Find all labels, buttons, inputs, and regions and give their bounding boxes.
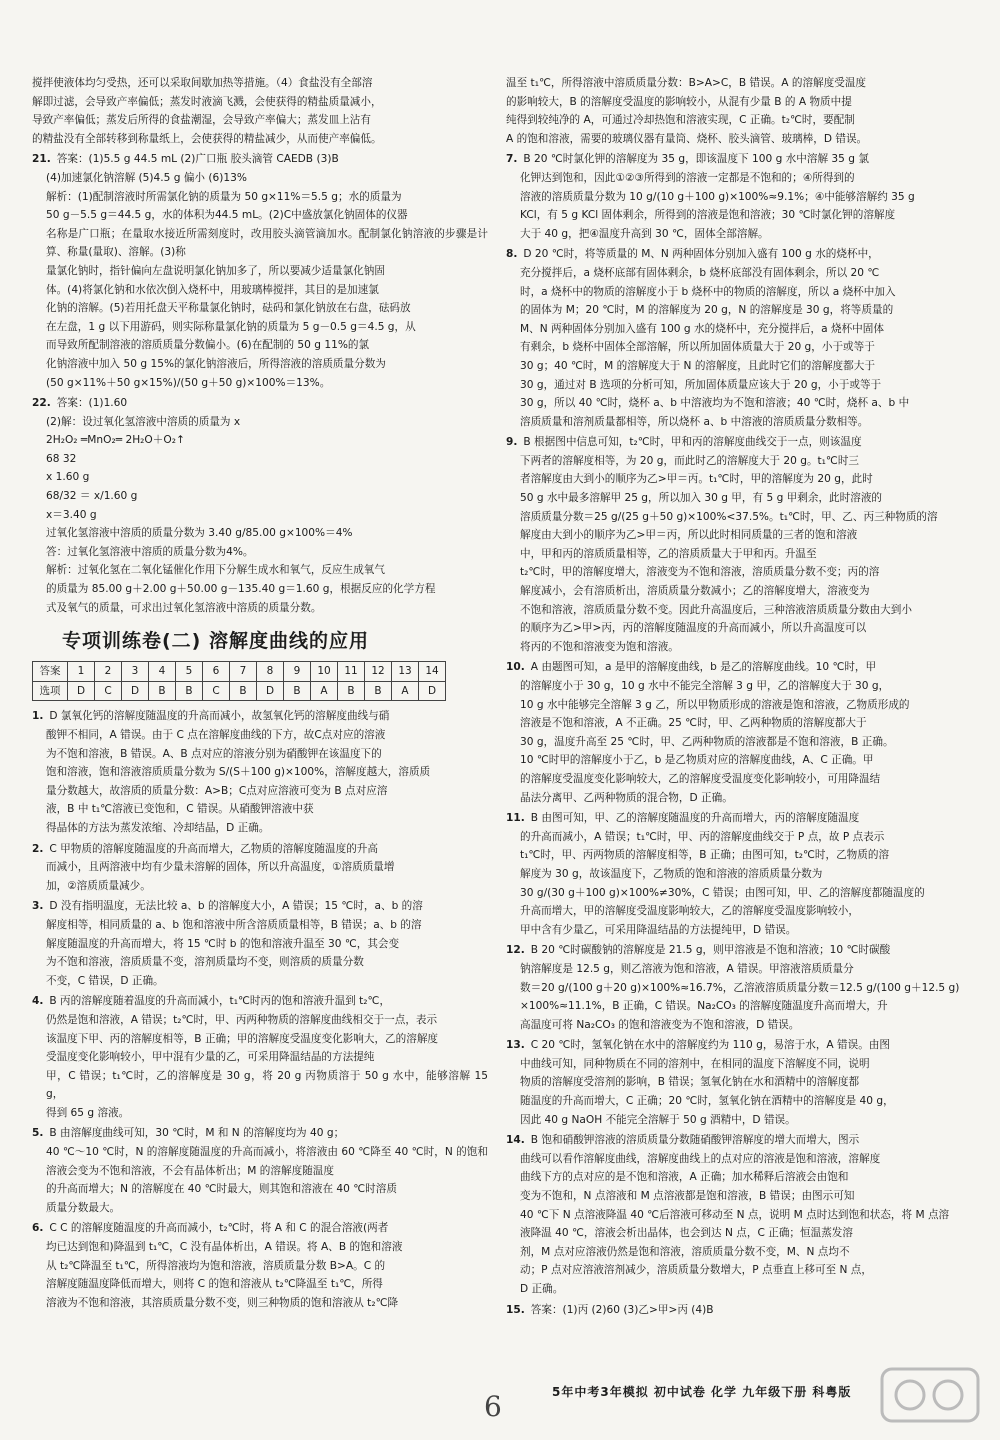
text-line: 30 g，温度升高至 25 ℃时，甲、乙两种物质的溶液都是不饱和溶液，B 正确。	[520, 735, 894, 748]
text-line: 50 g 水中最多溶解甲 25 g，所以加入 30 g 甲，有 5 g 甲剩余，此时溶液的	[520, 492, 883, 505]
text-line: 而导致所配制溶液的溶质质量分数偏小。(6)在配制的 50 g 11%的氯	[46, 339, 370, 352]
answer-item	[32, 707, 488, 837]
text-line: 化钠溶液中加入 50 g 15%的氯化钠溶液后，所得溶液的溶质质量分数为	[46, 357, 386, 370]
text-line: 均已达到饱和)降温到 t₁℃，C 没有晶体析出，A 错误。将 A、B 的饱和溶液	[46, 1241, 403, 1254]
text-line: 答案：(1)1.60	[56, 397, 128, 410]
text-line: x＝3.40 g	[46, 508, 97, 521]
text-line: 不变，C 错误，D 正确。	[46, 974, 164, 987]
question-number: 6.	[32, 1222, 44, 1235]
text-line: 受温度变化影响较小，甲中混有少量的乙，可采用降温结晶的方法提纯	[46, 1051, 375, 1064]
text-line: 得晶体的方法为蒸发浓缩、冷却结晶，D 正确。	[46, 821, 270, 834]
text-line: 50 g－5.5 g＝44.5 g，水的体积为44.5 mL。(2)C中盛放氯化钠固体的仪器	[46, 209, 408, 222]
answer-cell: A	[311, 681, 338, 701]
text-line: 化钾达到饱和，因此①②③所得到的溶液一定都是不饱和的；④所得到的	[520, 171, 855, 184]
text-line: 溶液为不饱和溶液，其溶质质量分数不变，则三种物质的饱和溶液从 t₂℃降	[46, 1296, 399, 1309]
text-line: D 没有指明温度，无法比较 a、b 的溶解度大小，A 错误；15 ℃时，a、b 的溶	[49, 900, 423, 913]
text-line: B 丙的溶解度随着温度的升高而减小，t₁℃时丙的饱和溶液升温到 t₂℃，	[49, 995, 391, 1008]
answer-item	[506, 658, 962, 807]
text-line: 的影响较大，B 的溶解度受温度的影响较小，从混有少量 B 的 A 物质中提	[506, 95, 852, 108]
answer-table	[32, 661, 446, 701]
text-line: ×100%≈11.1%，B 正确，C 错误。Na₂CO₃ 的溶解度随温度升高而增大，升	[520, 1000, 888, 1013]
answer-cell: B	[230, 681, 257, 701]
text-line: 量分数越大，故溶质的质量分数：A>B；C点对应溶液可变为 B 点对应溶	[46, 784, 388, 797]
text-line: 随温度的升高而增大，C 正确；20 ℃时，氢氧化钠在酒精中的溶解度是 40 g，	[520, 1095, 894, 1108]
answer-cell: A	[392, 681, 419, 701]
text-line: 30 g，所以 40 ℃时，烧杯 a、b 中溶液均为不饱和溶液；40 ℃时，烧杯 a、b 中	[520, 397, 910, 410]
text-line: A 的饱和溶液，需要的玻璃仪器有量筒、烧杯、胶头滴管、玻璃棒，D 错误。	[506, 132, 868, 145]
text-line: 过氧化氢溶液中溶质的质量分数为 3.40 g/85.00 g×100%＝4%	[46, 527, 353, 540]
text-line: 解析：(1)配制溶液时所需氯化钠的质量为 50 g×11%＝5.5 g；水的质量为	[46, 190, 402, 203]
question-number: 3.	[32, 900, 44, 913]
text-line: 剂，M 点对应溶液仍然是饱和溶液，溶质质量分数不变，M、N 点均不	[520, 1245, 850, 1258]
text-line: 溶解度随温度降低而增大，则将 C 的饱和溶液从 t₂℃降温至 t₁℃，所得	[46, 1278, 383, 1291]
text-line: D 氯氧化钙的溶解度随温度的升高而减小，故氢氧化钙的溶解度曲线与硝	[49, 710, 390, 723]
text-line: 名称是广口瓶；在量取水接近所需刻度时，改用胶头滴管滴加水。配制氯化钠溶液的步骤是计算、称量(量取)、溶解。(3)称	[46, 227, 488, 259]
text-line: 温至 t₁℃，所得溶液中溶质质量分数：B>A>C，B 错误。A 的溶解度受温度	[506, 77, 867, 89]
text-line: 变为不饱和，N 点溶液和 M 点溶液都是饱和溶液，B 错误；由图示可知	[520, 1190, 855, 1203]
question-number-cell: 14	[419, 662, 446, 682]
answer-item	[32, 992, 488, 1122]
answer-item	[32, 840, 488, 896]
text-line: 解析：过氧化氢在二氧化锰催化作用下分解生成水和氧气，反应生成氧气	[46, 564, 385, 577]
text-line: 导致产率偏低；蒸发后所得的食盐潮湿，会导致产率偏大；蒸发皿上沾有	[32, 114, 371, 127]
intro-paragraph	[32, 74, 488, 148]
text-line: 10 g 水中能够完全溶解 3 g 乙，所以甲物质形成的溶液是饱和溶液，乙物质形成的	[520, 698, 910, 711]
text-line: 2H₂O₂ ═MnO₂═ 2H₂O＋O₂↑	[46, 434, 185, 447]
text-line: 体。(4)将氯化钠和水依次倒入烧杯中，用玻璃棒搅拌，其目的是加速氯	[46, 283, 379, 296]
text-line: 溶液是不饱和溶液，A 不正确。25 ℃时，甲、乙两种物质的溶解度都大于	[520, 717, 867, 730]
text-line: 解度相等，相同质量的 a、b 饱和溶液中所含溶质质量相等，B 错误；a、b 的溶	[46, 918, 422, 931]
question-number: 9.	[506, 436, 518, 449]
text-line: 解度为 30 g，故该温度下，乙物质的饱和溶液的溶质质量分数为	[520, 867, 823, 880]
answer-item	[506, 245, 962, 431]
text-line: B 由图可知，甲、乙的溶解度随温度的升高而增大，丙的溶解度随温度	[530, 812, 860, 825]
text-line: 饱和溶液，饱和溶液溶质质量分数为 S/(S＋100 g)×100%，溶解度越大，溶质质	[46, 766, 431, 779]
text-line: 的固体为 M；20 ℃时，M 的溶解度为 20 g，N 的溶解度是 30 g，将等质量的	[520, 304, 894, 317]
text-line: 质量分数最大。	[46, 1201, 121, 1214]
question-number: 11.	[506, 812, 525, 825]
text-line: B 20 ℃时碳酸钠的溶解度是 21.5 g，则甲溶液是不饱和溶液；10 ℃时碳酸	[530, 944, 891, 957]
question-number: 8.	[506, 248, 518, 261]
text-line: 酸钾不相同，A 错误。由于 C 点在溶解度曲线的下方，故C点对应的溶液	[46, 729, 386, 741]
question-number-cell: 11	[338, 662, 365, 682]
text-line: 搅拌使液体均匀受热，还可以采取间歇加热等措施。（4）食盐没有全部溶	[32, 77, 373, 89]
answer-cell: D	[122, 681, 149, 701]
text-line: 该温度下甲、丙的溶解度相等，B 正确；甲的溶解度受温度变化影响大，乙的溶解度	[46, 1032, 439, 1045]
question-number-cell: 3	[122, 662, 149, 682]
text-line: 量氯化钠时，指针偏向左盘说明氯化钠加多了，所以要减少适量氯化钠固	[46, 264, 385, 277]
text-line: 解度随温度的升高而增大，将 15 ℃时 b 的饱和溶液升温至 30 ℃，其会变	[46, 937, 400, 950]
text-line: 解度由大到小的顺序为乙>甲＝丙，所以此时相同质量的三者的饱和溶液	[520, 529, 858, 542]
question-number: 1.	[32, 710, 44, 723]
text-line: 液，B 中 t₁℃溶液已变饱和，C 错误。从硝酸钾溶液中获	[46, 803, 314, 816]
text-line: 甲，C 错误；t₁℃时，乙的溶解度是 30 g，将 20 g 丙物质溶于 50 g 水中，能够溶解 15 g，	[46, 1069, 488, 1101]
text-line: M、N 两种固体分别加入盛有 100 g 水的烧杯中，充分搅拌后，a 烧杯中固体	[520, 322, 884, 335]
text-line: 10 ℃时甲的溶解度小于乙，b 是乙物质对应的溶解度曲线，A、C 正确。甲	[520, 754, 874, 767]
question-number-cell: 13	[392, 662, 419, 682]
text-line: B 由溶解度曲线可知，30 ℃时，M 和 N 的溶解度均为 40 g；	[49, 1127, 345, 1140]
text-line: 30 g；40 ℃时，M 的溶解度大于 N 的溶解度，且此时它们的溶解度都大于	[520, 359, 875, 372]
text-line: 溶质质量和溶剂质量都相等，所以烧杯 a、b 中溶液的溶质质量分数相等。	[520, 415, 869, 428]
text-line: 物质的溶解度受溶剂的影响，B 错误；氢氧化钠在水和酒精中的溶解度都	[520, 1076, 860, 1089]
question-number: 2.	[32, 842, 44, 855]
question-number-cell: 10	[311, 662, 338, 682]
answer-cell: C	[203, 681, 230, 701]
question-number: 15.	[506, 1303, 525, 1316]
text-line: t₁℃时，甲、丙两物质的溶解度相等，B 正确；由图可知，t₂℃时，乙物质的溶	[520, 849, 890, 862]
text-line: C 20 ℃时，氢氧化钠在水中的溶解度约为 110 g，易溶于水，A 错误。由图	[530, 1039, 891, 1052]
text-line: 答案：(1)5.5 g 44.5 mL (2)广口瓶 胶头滴管 CAEDB (3)B	[56, 153, 339, 166]
text-line: 68/32 ＝ x/1.60 g	[46, 490, 138, 503]
answer-cell: B	[149, 681, 176, 701]
question-number-cell: 5	[176, 662, 203, 682]
text-line: 为不饱和溶液，溶质质量不变，溶剂质量均不变，则溶质的质量分数	[46, 956, 364, 969]
text-line: 的升高而减小，A 错误；t₁℃时，甲、丙的溶解度曲线交于 P 点，故 P 点表示	[520, 830, 885, 843]
footer-book-title: 5年中考3年模拟 初中试卷 化学 九年级下册 科粤版	[552, 1385, 852, 1399]
question-number-cell: 9	[284, 662, 311, 682]
text-line: 40 ℃～10 ℃时，N 的溶解度随温度的升高而减小，将溶液由 60 ℃降至 40 ℃时，N 的饱和溶液会变为不饱和溶液，不会有晶体析出；M 的溶解度随温度	[46, 1146, 488, 1177]
left-column	[32, 74, 488, 1314]
text-line: 纯得到较纯净的 A，可通过冷却热饱和溶液实现，C 正确。t₂℃时，要配制	[506, 114, 855, 127]
text-line: 30 g，通过对 B 选项的分析可知，所加固体质量应该大于 20 g，小于或等于	[520, 378, 882, 391]
text-line: 溶液的溶质质量分数为 10 g/(10 g＋100 g)×100%≈9.1%；④中能够溶解约 35 g	[520, 190, 915, 203]
answer-cell: B	[365, 681, 392, 701]
text-line: 在左盘，1 g 以下用游码，则实际称量氯化钠的质量为 5 g－0.5 g＝4.5 g，从	[46, 320, 416, 333]
text-line: 数＝20 g/(100 g＋20 g)×100%≈16.7%，乙溶液溶质质量分数＝12.5 g/(100 g＋12.5 g)	[520, 981, 960, 994]
text-line: B 饱和硝酸钾溶液的溶质质量分数随硝酸钾溶解度的增大而增大，图示	[530, 1134, 860, 1147]
text-line: 式及氧气的质量，可求出过氧化氢溶液中溶质的质量分数。	[46, 601, 322, 614]
text-line: 40 ℃下 N 点溶液降温 40 ℃后溶液可移动至 N 点，说明 M 点时达到饱和状态，将 M 点溶	[520, 1208, 950, 1221]
answer-item	[506, 1036, 962, 1129]
text-line: A 由题图可知，a 是甲的溶解度曲线，b 是乙的溶解度曲线。10 ℃时，甲	[530, 661, 877, 674]
question-number-cell: 6	[203, 662, 230, 682]
answer-item	[506, 941, 962, 1034]
text-line: 答案：(1)丙 (2)60 (3)乙>甲>丙 (4)B	[530, 1303, 714, 1316]
text-line: 仍然是饱和溶液，A 错误；t₂℃时，甲、丙两种物质的溶解度曲线相交于一点，表示	[46, 1013, 438, 1026]
text-line: 答：过氧化氢溶液中溶质的质量分数为4%。	[46, 545, 254, 558]
answer-item	[506, 809, 962, 939]
text-line: 液降温 40 ℃，溶液会析出晶体，也会到达 N 点，C 正确；恒温蒸发溶	[520, 1227, 853, 1240]
text-line: 因此 40 g NaOH 不能完全溶解于 50 g 酒精中，D 错误。	[520, 1113, 796, 1126]
text-line: 将丙的不饱和溶液变为饱和溶液。	[520, 640, 679, 653]
text-line: 甲中含有少量乙，可采用降温结晶的方法提纯甲，D 错误。	[520, 923, 797, 936]
text-line: (4)加速氯化钠溶解 (5)4.5 g 偏小 (6)13%	[46, 171, 247, 184]
text-line: x 1.60 g	[46, 471, 90, 484]
question-number-cell: 2	[95, 662, 122, 682]
answer-cell: D	[419, 681, 446, 701]
text-line: 解即过滤，会导致产率偏低；蒸发时液滴飞溅，会使获得的精盐质量减小，	[32, 95, 382, 108]
question-number: 21.	[32, 153, 51, 166]
text-line: 高温度可将 Na₂CO₃ 的饱和溶液变为不饱和溶液，D 错误。	[520, 1018, 800, 1031]
text-line: 加，②溶质质量减少。	[46, 879, 151, 892]
text-line: 的质量为 85.00 g＋2.00 g＋50.00 g－135.40 g＝1.60 g，根据反应的化学方程	[46, 583, 436, 596]
text-line: 动；P 点对应溶液溶剂减少，溶质质量分数增大，P 点垂直上移可至 N 点，	[520, 1264, 872, 1277]
table-header-cell: 选项	[33, 681, 68, 701]
question-number: 14.	[506, 1134, 525, 1147]
text-line: D 20 ℃时，将等质量的 M、N 两种固体分别加入盛有 100 g 水的烧杯中，	[523, 248, 879, 261]
answer-cell: D	[68, 681, 95, 701]
text-line: (50 g×11%＋50 g×15%)/(50 g＋50 g)×100%＝13%。	[46, 376, 331, 389]
text-line: 时，a 烧杯中的物质的溶解度小于 b 烧杯中的物质的溶解度，所以 a 烧杯中加入	[520, 285, 896, 298]
answer-cell: D	[257, 681, 284, 701]
continued-paragraph	[506, 74, 962, 148]
question-number-cell: 4	[149, 662, 176, 682]
text-line: 中，甲和丙的溶质质量相等，乙的溶质质量大于甲和丙。升温至	[520, 547, 817, 560]
question-number: 13.	[506, 1039, 525, 1052]
answer-item	[32, 897, 488, 990]
text-line: C C 的溶解度随温度的升高而减小，t₂℃时，将 A 和 C 的混合溶液(两者	[49, 1222, 389, 1235]
question-number-cell: 8	[257, 662, 284, 682]
text-line: 解度减小，会有溶质析出，溶质质量分数减小；乙的溶解度增大，溶液变为	[520, 585, 870, 598]
answer-item	[506, 1131, 962, 1298]
text-line: 的顺序为乙>甲>丙，丙的溶解度随温度的升高而减小，所以升高温度可以	[520, 622, 867, 635]
text-line: 中曲线可知，同种物质在不同的溶剂中，在相同的温度下溶解度不同，说明	[520, 1057, 870, 1070]
question-22	[32, 394, 488, 617]
question-number-cell: 1	[68, 662, 95, 682]
watermark-logo-icon	[880, 1365, 980, 1425]
text-line: 有剩余，b 烧杯中固体全部溶解，所以所加固体质量大于 20 g，小于或等于	[520, 341, 875, 354]
text-line: 升高而增大，甲的溶解度受温度影响较大，乙的溶解度受温度影响较小，	[520, 905, 859, 918]
text-line: 的精盐没有全部转移到称量纸上，会使获得的精盐减少，从而使产率偏低。	[32, 132, 382, 145]
answer-cell: C	[95, 681, 122, 701]
text-line: 不饱和溶液，溶质质量分数不变。因此升高温度后，三种溶液溶质质量分数由大到小	[520, 603, 912, 616]
table-header-cell: 答案	[33, 662, 68, 682]
text-line: (2)解：设过氧化氢溶液中溶质的质量为 x	[46, 415, 241, 428]
text-line: B 20 ℃时氯化钾的溶解度为 35 g，即该温度下 100 g 水中溶解 35 g 氯	[523, 153, 869, 166]
answer-item	[506, 150, 962, 243]
answer-cell: B	[284, 681, 311, 701]
question-number: 10.	[506, 661, 525, 674]
answer-item	[506, 433, 962, 656]
question-number: 7.	[506, 153, 518, 166]
text-line: 得到 65 g 溶液。	[46, 1106, 130, 1119]
answer-cell: B	[338, 681, 365, 701]
text-line: 68 32	[46, 452, 77, 465]
question-21	[32, 150, 488, 392]
question-number: 12.	[506, 944, 525, 957]
text-line: 者溶解度由大到小的顺序为乙>甲＝丙。t₁℃时，甲的溶解度为 20 g，此时	[520, 473, 873, 486]
answer-item	[32, 1219, 488, 1312]
question-number: 5.	[32, 1127, 44, 1140]
answer-cell: B	[176, 681, 203, 701]
question-number: 22.	[32, 397, 51, 410]
text-line: 钠溶解度是 12.5 g，则乙溶液为饱和溶液，A 错误。甲溶液溶质质量分	[520, 962, 854, 975]
text-line: 的溶解度受温度变化影响较大，乙的溶解度受温度变化影响较小，可用降温结	[520, 772, 881, 785]
question-number-cell: 12	[365, 662, 392, 682]
text-line: 30 g/(30 g＋100 g)×100%≠30%，C 错误；由图可知，甲、乙的溶解度都随温度的	[520, 886, 925, 899]
text-line: 曲线可以看作溶解度曲线，溶解度曲线上的点对应的溶液是饱和溶液，溶解度	[520, 1152, 881, 1165]
text-line: 的溶解度小于 30 g，10 g 水中不能完全溶解 3 g 甲，乙的溶解度大于 30 g，	[520, 680, 890, 692]
question-number: 4.	[32, 995, 44, 1008]
text-line: 晶法分离甲、乙两种物质的混合物，D 正确。	[520, 791, 733, 804]
text-line: 大于 40 g，把④温度升高到 30 ℃，固体全部溶解。	[520, 227, 769, 240]
answer-item	[506, 1301, 962, 1320]
text-line: 的升高而增大；N 的溶解度在 40 ℃时最大，则其饱和溶液在 40 ℃时溶质	[46, 1183, 397, 1196]
text-line: KCl，有 5 g KCl 固体剩余，所得到的溶液是饱和溶液；30 ℃时氯化钾的溶解度	[520, 209, 896, 222]
text-line: 化钠的溶解。(5)若用托盘天平称量氯化钠时，砝码和氯化钠放在右盘，砝码放	[46, 302, 411, 315]
text-line: 为不饱和溶液，B 错误。A、B 点对应的溶液分别为硝酸钾在该温度下的	[46, 747, 382, 760]
text-line: 从 t₂℃降温至 t₁℃，所得溶液均为饱和溶液，溶质质量分数 B>A。C 的	[46, 1259, 386, 1272]
text-line: 下两者的溶解度相等，为 20 g，而此时乙的溶解度大于 20 g。t₁℃时三	[520, 454, 860, 467]
text-line: 曲线下方的点对应的是不饱和溶液，A 正确；加水稀释后溶液会由饱和	[520, 1171, 849, 1184]
section-title: 专项训练卷(二) 溶解度曲线的应用	[62, 630, 369, 653]
text-line: 充分搅拌后，a 烧杯底部有固体剩余，b 烧杯底部没有固体剩余，所以 20 ℃	[520, 266, 880, 279]
right-column	[506, 74, 962, 1321]
text-line: t₂℃时，甲的溶解度增大，溶液变为不饱和溶液，溶质质量分数不变；丙的溶	[520, 566, 880, 579]
text-line: B 根据图中信息可知，t₂℃时，甲和丙的溶解度曲线交于一点，则该温度	[523, 436, 862, 449]
text-line: 而减小，且两溶液中均有少量未溶解的固体，所以升高温度，①溶质质量增	[46, 861, 395, 874]
text-line: 溶质质量分数＝25 g/(25 g＋50 g)×100%<37.5%。t₁℃时，甲、乙、丙三种物质的溶	[520, 510, 938, 523]
page-number-mark: 6	[484, 1390, 502, 1423]
question-number-cell: 7	[230, 662, 257, 682]
answer-item	[32, 1124, 488, 1217]
text-line: D 正确。	[520, 1283, 564, 1295]
text-line: C 甲物质的溶解度随温度的升高而增大，乙物质的溶解度随温度的升高	[49, 842, 378, 855]
